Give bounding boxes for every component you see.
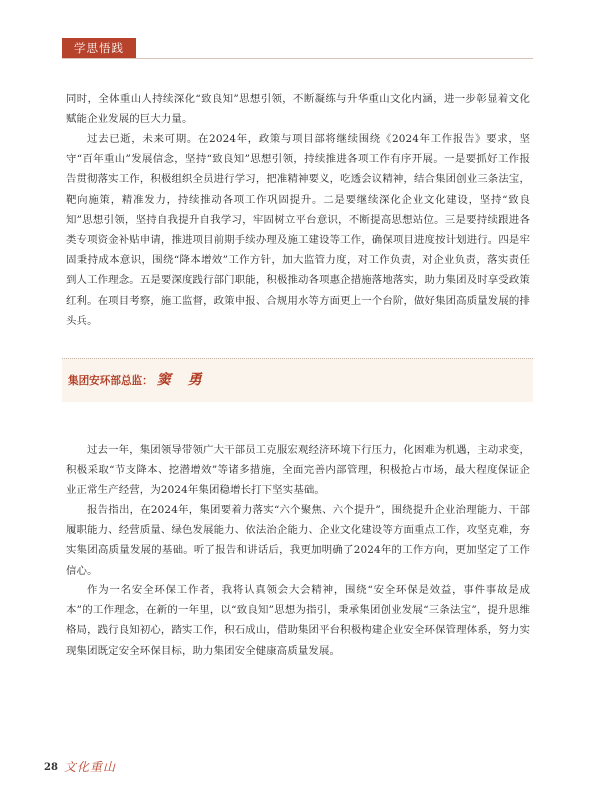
body-paragraph: 报告指出，在2024年，集团要着力落实“六个聚焦、六个提升”，围绕提升企业治理能力、干部履职能力、经营质量、绿色发展能力、依法治企能力、企业文化建设等方面重点工作，攻坚克难，夯实集团高质量发展的基础。听了报告和讲话后，我更加明确了2024年的工作方向，更加坚定了工作信心。 bbox=[66, 504, 530, 577]
header-divider bbox=[62, 58, 533, 59]
magazine-logo: 文化重山 bbox=[64, 760, 117, 774]
section-divider bbox=[62, 358, 533, 359]
page-number: 28 bbox=[44, 762, 58, 773]
body-paragraph: 作为一名安全环保工作者，我将认真领会大会精神，围绕“安全环保是效益，事件事故是成本”的工作理念，在新的一年里，以“致良知”思想为指引，秉承集团创业发展“三条法宝”，提升思维格局，践行良知初心，踏实工作，积石成山，借助集团平台积极构建企业安全环保管理体系，努力实现集团既定安全环保目标，助力集团安全健康高质量发展。 bbox=[66, 584, 530, 657]
body-paragraph: 过去已逝，未来可期。在2024年，政策与项目部将继续围绕《2024年工作报告》要求，坚守“百年重山”发展信念，坚持“致良知”思想引领，持续推进各项工作有序开展。一是要抓好工作报告贯彻落实工作，积极组织全员进行学习，把准精神要义，吃透会议精神，结合集团创业三条法宝，靶向施策，精准发力，持续推动各项工作巩固提升。二是要继续深化企业文化建设，坚持“致良知”思想引领，坚持自我提升自我学习，牢固树立平台意识，不断提高思想站位。三是要持续跟进各类专项资金补贴申请，推进项目前期手续办理及施工建设等工作，确保项目进度按计划进行。四是牢固秉持成本意识，围绕“降本增效”工作方针，加大监管力度，对工作负责，对企业负责，落实责任到人工作理念。五是要深度践行部门职能，积极推动各项惠企措施落地落实，助力集团及时享受政策红利。在项目考察，施工监督，政策申报、合规用水等方面更上一个台阶，做好集团高质量发展的排头兵。 bbox=[66, 133, 530, 327]
body-paragraph: 同时，全体重山人持续深化“致良知”思想引领，不断凝练与升华重山文化内涵，进一步彰显着文化赋能企业发展的巨大力量。 bbox=[66, 93, 530, 126]
body-paragraph: 过去一年，集团领导带领广大干部员工克服宏观经济环境下行压力，化困难为机遇，主动求变，积极采取“节支降本、挖潜增效”等诸多措施，全面完善内部管理，积极抢占市场，最大程度保证企业正常生产经营，为2024年集团稳增长打下坚实基础。 bbox=[66, 444, 530, 497]
person-name: 窦 勇 bbox=[156, 372, 208, 388]
section-tab: 学思悟践 bbox=[62, 38, 136, 58]
section-heading bbox=[68, 370, 208, 391]
section-heading-label: 集团安环部总监： bbox=[68, 375, 153, 387]
